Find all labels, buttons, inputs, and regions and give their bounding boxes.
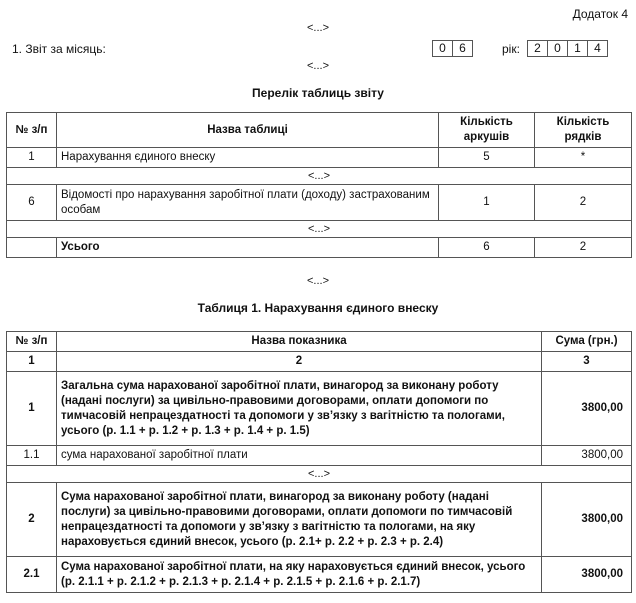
month-digits (433, 40, 473, 57)
row-name: Відомості про нарахування заробітної плати (доходу) застрахованим особам (57, 185, 439, 221)
row-num: 1.1 (7, 446, 57, 466)
total-lines: 2 (535, 238, 632, 258)
table1 (6, 331, 632, 593)
row-num: 2.1 (7, 557, 57, 593)
month-digit: 0 (432, 40, 453, 57)
table-row (7, 446, 632, 466)
ellipsis-marker: <...> (7, 466, 632, 483)
ellipsis-marker: <...> (7, 168, 632, 185)
row-num: 2 (7, 483, 57, 557)
total-row (7, 238, 632, 258)
header-num: № з/п (7, 113, 57, 148)
year-label: рік: (502, 42, 520, 56)
header-sum: Сума (грн.) (542, 332, 632, 352)
month-digit: 6 (452, 40, 473, 57)
col-number: 2 (57, 352, 542, 372)
year-digit: 2 (527, 40, 548, 57)
header-sheets: Кількість аркушів (439, 113, 535, 148)
row-num: 6 (7, 185, 57, 221)
table1-title: Таблиця 1. Нарахування єдиного внеску (197, 301, 439, 315)
row-sum: 3800,00 (542, 372, 632, 446)
tables-list (6, 112, 632, 258)
table-row (7, 483, 632, 557)
year-digit: 0 (547, 40, 568, 57)
list-title: Перелік таблиць звіту (252, 86, 384, 100)
year-digits (528, 40, 608, 57)
row-num: 1 (7, 148, 57, 168)
ellipsis-marker: <...> (306, 275, 330, 287)
year-digit: 4 (587, 40, 608, 57)
col-number: 1 (7, 352, 57, 372)
table-row (7, 185, 632, 221)
ellipsis-marker: <...> (306, 60, 330, 72)
year-digit: 1 (567, 40, 588, 57)
ellipsis-marker: <...> (7, 221, 632, 238)
table-row (7, 372, 632, 446)
table-row (7, 148, 632, 168)
row-sum: 3800,00 (542, 557, 632, 593)
row-sheets: 5 (439, 148, 535, 168)
header-lines: Кількість рядків (535, 113, 632, 148)
header-indicator: Назва показника (57, 332, 542, 352)
annex-label: Додаток 4 (572, 7, 628, 21)
row-lines: * (535, 148, 632, 168)
row-name: Загальна сума нарахованої заробітної плати, винагород за виконану роботу (надані послуги) за цивільно-правовими договорами, оплати допомоги по тимчасовій непрацездатності та допомоги у зв’язку з вагітністю та пологами, усього (р. 1.1 + р. 1.2 + р. 1.3 + р. 1.4 + р. 1.5) (57, 372, 542, 446)
table-row (7, 557, 632, 593)
total-label: Усього (57, 238, 439, 258)
row-lines: 2 (535, 185, 632, 221)
ellipsis-marker: <...> (306, 22, 330, 34)
row-name: Сума нарахованої заробітної плати, винагород за виконану роботу (надані послуги) за цивільно-правовими договорами, оплати допомоги по тимчасовій непрацездатності та допомоги у зв’язку з вагітністю та пологами, на яку нараховується єдиний внесок, усього (р. 2.1+ р. 2.2 + р. 2.3 + р. 2.4) (57, 483, 542, 557)
row-sum: 3800,00 (542, 483, 632, 557)
row-name: сума нарахованої заробітної плати (57, 446, 542, 466)
total-sheets: 6 (439, 238, 535, 258)
report-month-label: 1. Звіт за місяць: (12, 42, 106, 56)
row-sheets: 1 (439, 185, 535, 221)
row-name: Нарахування єдиного внеску (57, 148, 439, 168)
header-num: № з/п (7, 332, 57, 352)
header-table-name: Назва таблиці (57, 113, 439, 148)
row-name: Сума нарахованої заробітної плати, на яку нараховується єдиний внесок, усього (р. 2.1.1 + р. 2.1.2 + р. 2.1.3 + р. 2.1.4 + р. 2.1.5 + р. 2.1.6 + р. 2.1.7) (57, 557, 542, 593)
col-number: 3 (542, 352, 632, 372)
row-num: 1 (7, 372, 57, 446)
row-sum: 3800,00 (542, 446, 632, 466)
